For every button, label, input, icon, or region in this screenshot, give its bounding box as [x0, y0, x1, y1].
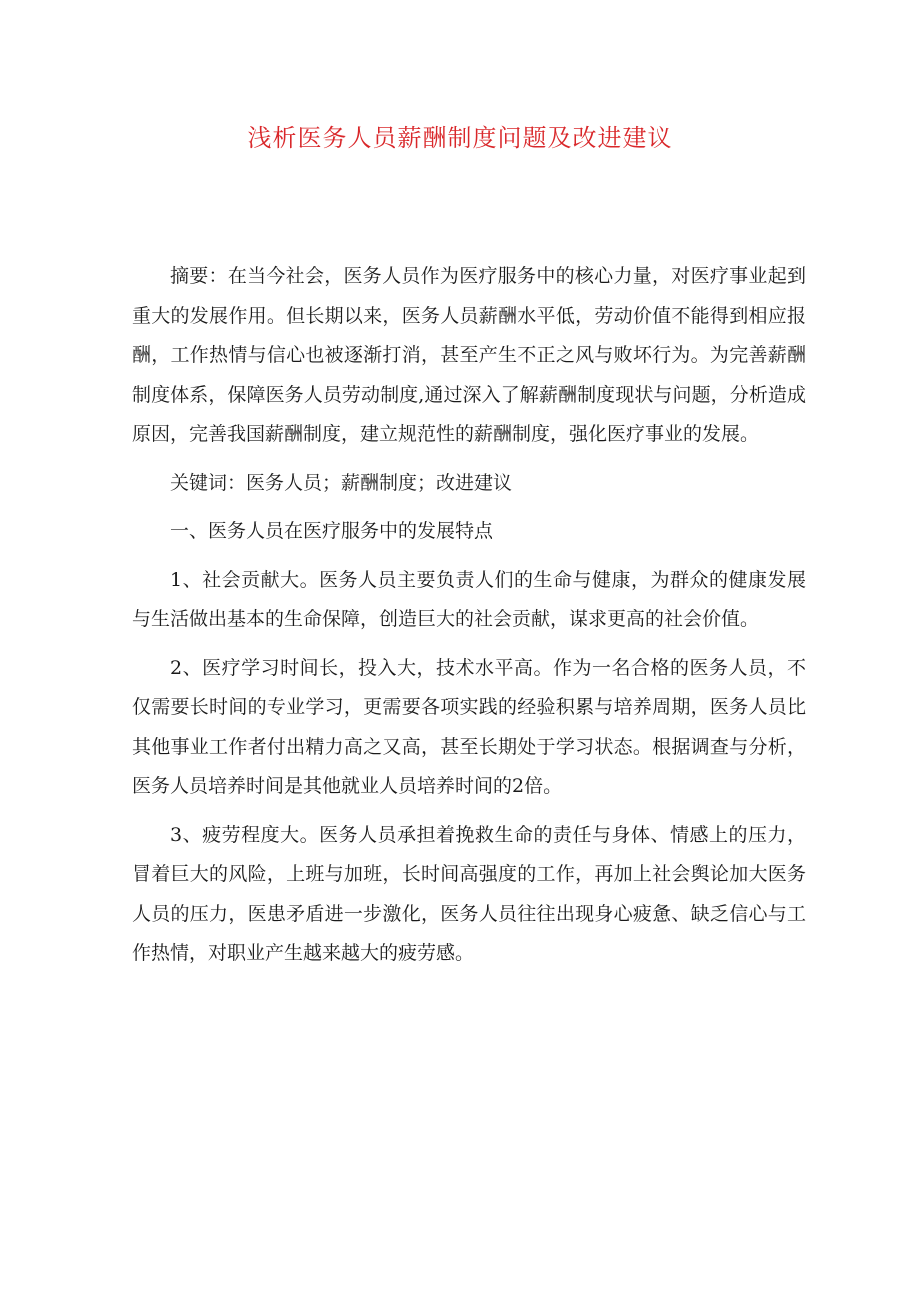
document-body — [132, 257, 806, 983]
section-heading: 一、医务人员在医疗服务中的发展特点 — [170, 520, 494, 542]
body-paragraph-1: 1、社会贡献大。医务人员主要负责人们的生命与健康，为群众的健康发展与生活做出基本的生命保障，创造巨大的社会贡献，谋求更高的社会价值。 — [132, 568, 806, 630]
body-paragraph-3: 3、疲劳程度大。医务人员承担着挽救生命的责任与身体、情感上的压力，冒着巨大的风险，上班与加班，长时间高强度的工作，再加上社会舆论加大医务人员的压力，医患矛盾进一步激化，医务人员往往出现身心疲惫、缺乏信心与工作热情，对职业产生越来越大的疲劳感。 — [132, 823, 806, 964]
body-paragraph-2: 2、医疗学习时间长，投入大，技术水平高。作为一名合格的医务人员，不仅需要长时间的专业学习，更需要各项实践的经验积累与培养周期，医务人员比其他事业工作者付出精力高之又高，甚至长期处于学习状态。根据调查与分析，医务人员培养时间是其他就业人员培养时间的2倍。 — [132, 656, 806, 797]
document-title: 浅析医务人员薪酬制度问题及改进建议 — [247, 124, 673, 152]
abstract-paragraph: 摘要：在当今社会，医务人员作为医疗服务中的核心力量，对医疗事业起到重大的发展作用。但长期以来，医务人员薪酬水平低，劳动价值不能得到相应报酬，工作热情与信心也被逐渐打消，甚至产生不正之风与败坏行为。为完善薪酬制度体系，保障医务人员劳动制度,通过深入了解薪酬制度现状与问题，分析造成原因，完善我国薪酬制度，建立规范性的薪酬制度，强化医疗事业的发展。 — [132, 265, 806, 445]
keywords-line: 关键词：医务人员；薪酬制度；改进建议 — [170, 471, 513, 494]
